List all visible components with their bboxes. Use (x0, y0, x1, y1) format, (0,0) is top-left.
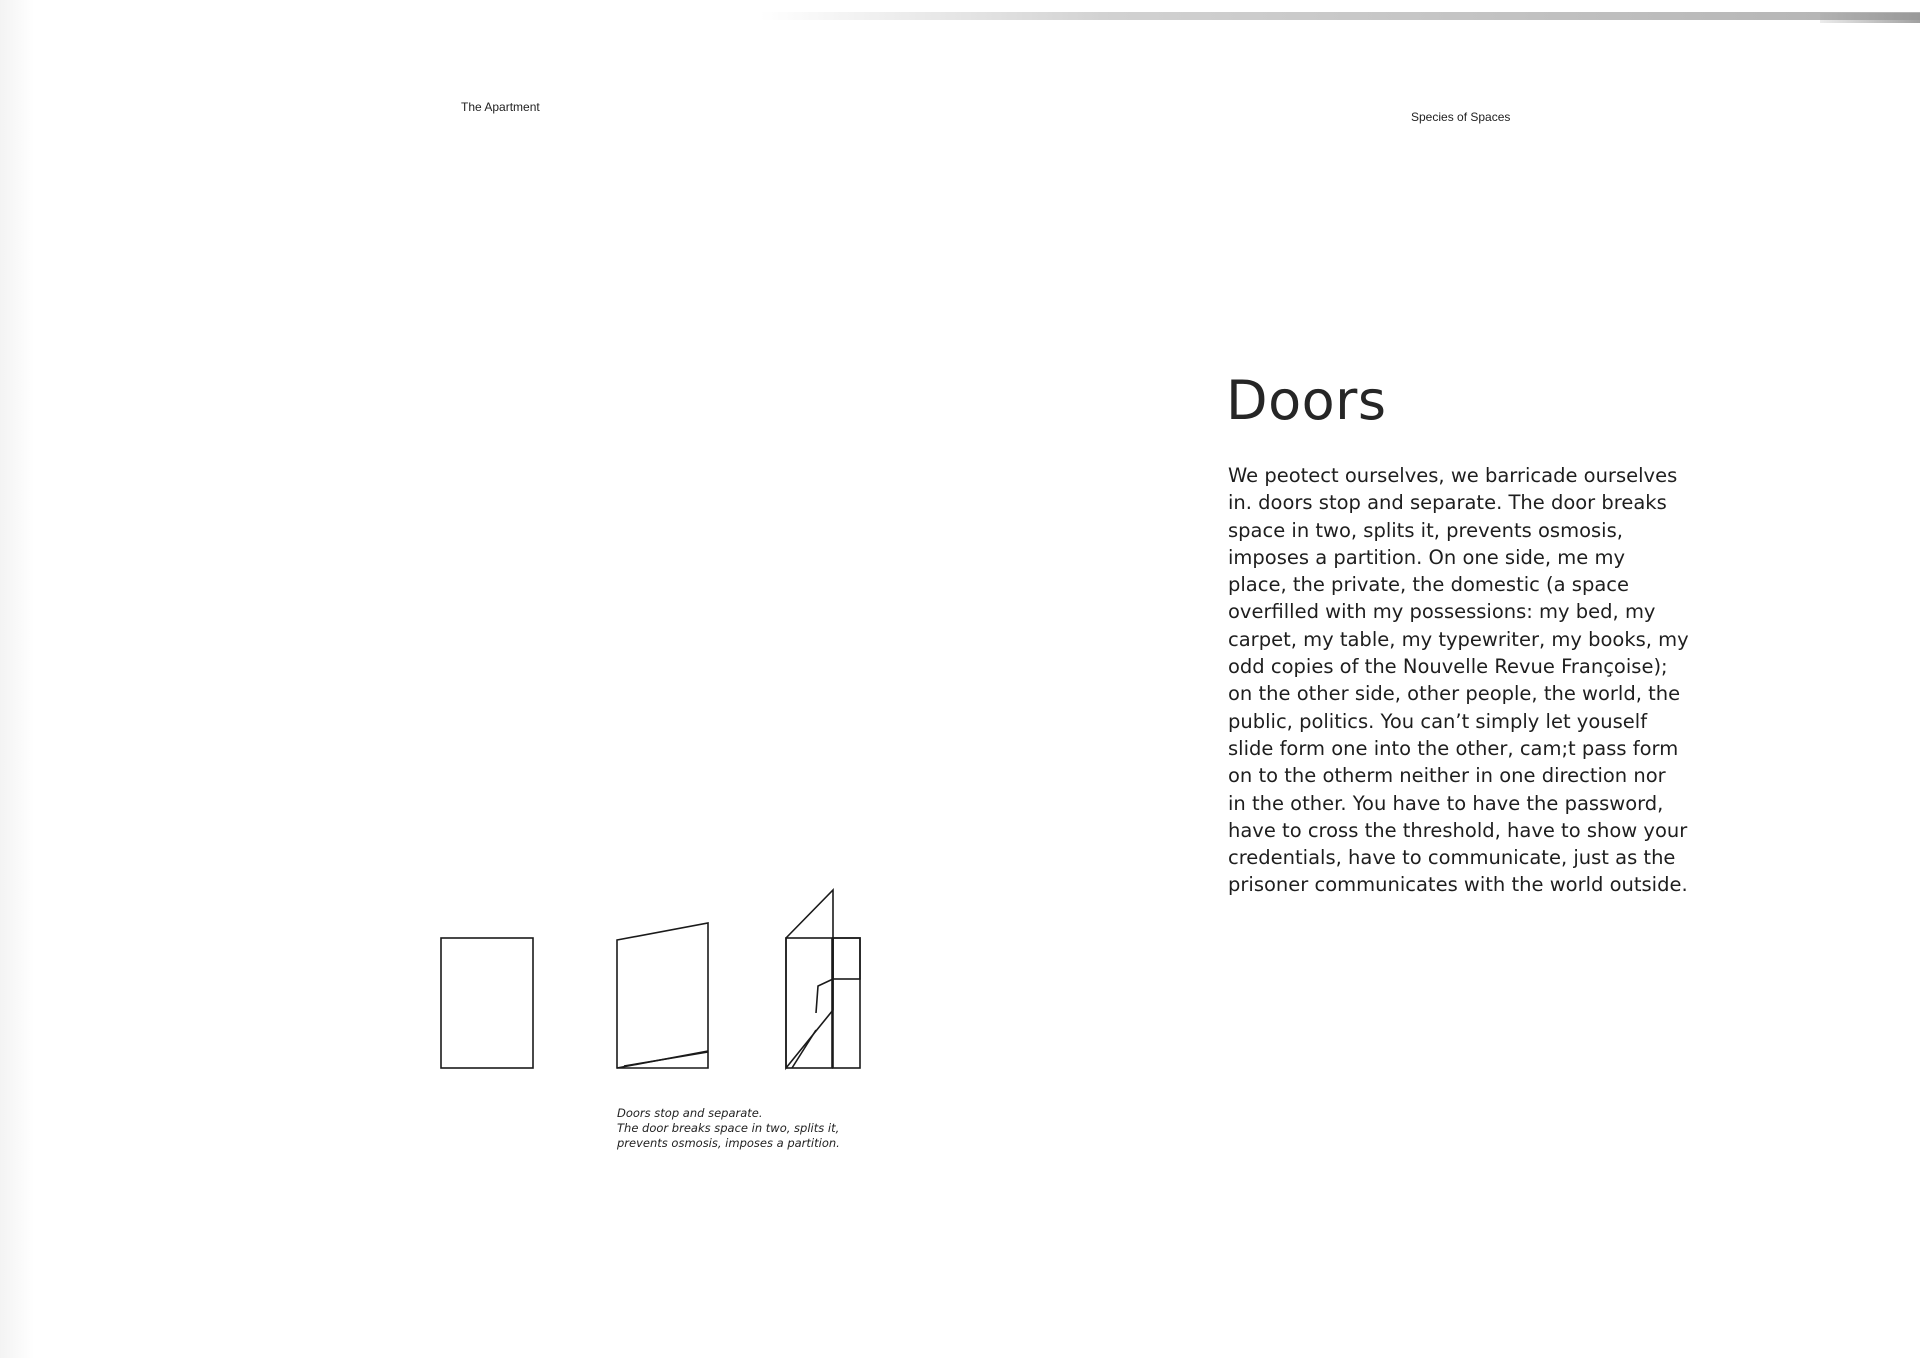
scan-shadow-top (760, 12, 1920, 20)
left-running-head: The Apartment (461, 100, 540, 114)
chapter-title: Doors (1226, 369, 1387, 432)
body-line: in. doors stop and separate. The door breaks (1228, 491, 1667, 515)
body-line: public, politics. You can’t simply let youself (1228, 709, 1648, 733)
figure-caption (617, 1106, 917, 1151)
body-line: overfilled with my possessions: my bed, my (1228, 600, 1656, 624)
scan-shadow-left (0, 0, 34, 1358)
body-line: on to the otherm neither in one direction nor (1228, 764, 1666, 788)
body-line: carpet, my table, my typewriter, my books, my (1228, 627, 1689, 651)
body-line: We peotect ourselves, we barricade ourselves (1228, 464, 1678, 487)
open-door-icon (786, 890, 860, 1068)
caption-line: Doors stop and separate. (617, 1106, 763, 1120)
body-line: have to cross the threshold, have to show your (1228, 818, 1688, 842)
body-line: odd copies of the Nouvelle Revue Françoise); (1228, 655, 1668, 679)
body-line: in the other. You have to have the password, (1228, 791, 1664, 815)
right-running-head: Species of Spaces (1411, 110, 1511, 124)
door-illustrations (430, 880, 890, 1080)
half-open-door-icon (617, 923, 708, 1068)
body-line: place, the private, the domestic (a space (1228, 573, 1630, 597)
body-line: space in two, splits it, prevents osmosis, (1228, 518, 1623, 542)
body-line: slide form one into the other, cam;t pass form (1228, 736, 1679, 760)
caption-line: prevents osmosis, imposes a partition. (617, 1136, 840, 1150)
body-line: imposes a partition. On one side, me my (1228, 545, 1626, 569)
body-line: credentials, have to communicate, just as the (1228, 846, 1676, 870)
caption-line: The door breaks space in two, splits it, (617, 1121, 840, 1135)
body-line: on the other side, other people, the world, the (1228, 682, 1681, 706)
closed-door-icon (441, 938, 533, 1068)
scan-shadow-top-corner (1820, 13, 1920, 23)
body-line: prisoner communicates with the world outside. (1228, 873, 1688, 897)
chapter-body-text (1228, 462, 1728, 899)
